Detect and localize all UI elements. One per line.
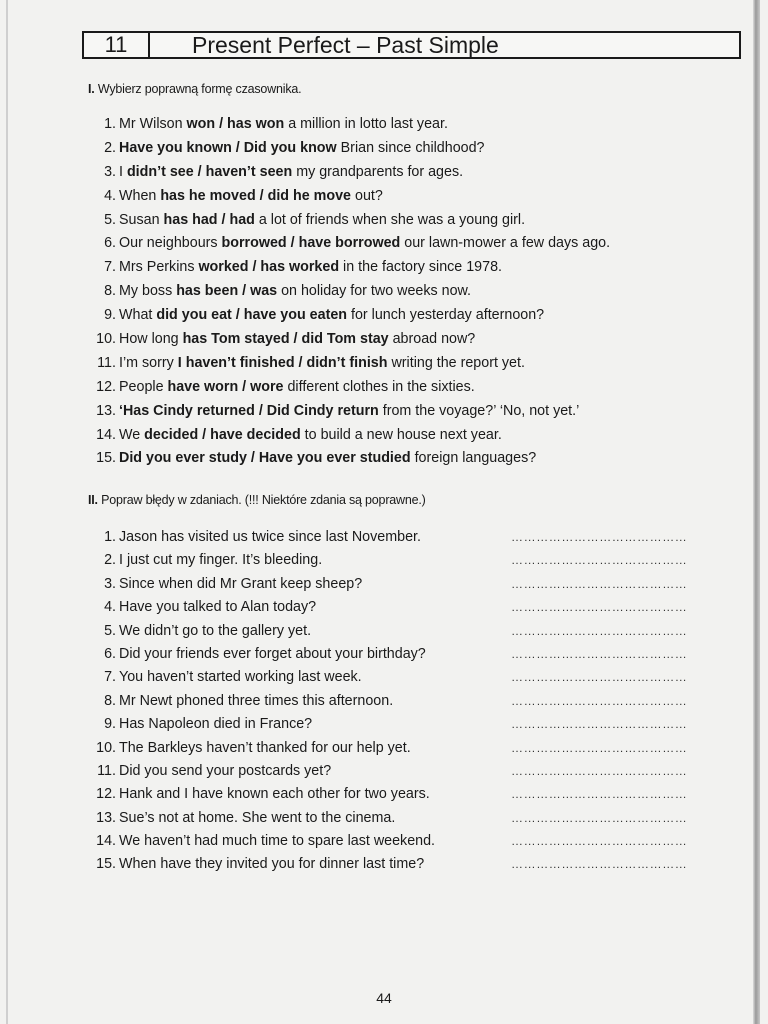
item-number: 13. xyxy=(96,402,116,419)
section-1-roman: I. xyxy=(88,82,95,96)
item-number: 15. xyxy=(96,856,116,873)
page-binding-edge xyxy=(753,0,760,1024)
item-number: 10. xyxy=(96,739,116,756)
item-text-after: our lawn-mower a few days ago. xyxy=(400,235,611,252)
item-number: 9. xyxy=(104,716,116,733)
verb-choice-options: I haven’t finished / didn’t finish xyxy=(177,354,388,371)
item-text-before: How long xyxy=(119,331,183,348)
verb-choice-options: has been / was xyxy=(176,283,278,300)
item-text-after: a million in lotto last year. xyxy=(284,116,448,132)
sentence-text: The Barkleys haven’t thanked for our help yet. xyxy=(119,739,411,756)
answer-line[interactable]: …………………………………… xyxy=(511,670,688,685)
sentence-text: Did your friends ever forget about your birthday? xyxy=(119,645,426,662)
answer-line[interactable]: …………………………………… xyxy=(511,693,688,708)
item-number: 8. xyxy=(104,283,116,300)
exercise-2-item xyxy=(88,783,688,806)
page-left-edge xyxy=(6,0,8,1024)
verb-choice-options: has had / had xyxy=(163,211,255,228)
item-text-after: abroad now? xyxy=(388,331,476,348)
exercise-1-item xyxy=(88,304,610,328)
section-2-instruction-text: Popraw błędy w zdaniach. (!!! Niektóre zdania są poprawne.) xyxy=(101,493,426,507)
exercise-2-item xyxy=(88,526,688,549)
exercise-1-item xyxy=(88,376,610,400)
sentence-text: Sue’s not at home. She went to the cinema. xyxy=(119,809,396,826)
exercise-2-item xyxy=(88,737,688,760)
exercise-2-item xyxy=(88,620,688,643)
sentence-text: When have they invited you for dinner last time? xyxy=(119,856,425,873)
item-text-after: out? xyxy=(351,187,383,204)
item-number: 11. xyxy=(97,354,116,371)
item-number: 10. xyxy=(96,331,116,348)
verb-choice-options: has he moved / did he move xyxy=(160,187,352,204)
exercise-2-item xyxy=(88,760,688,783)
item-number: 5. xyxy=(104,211,116,228)
item-text-after: my grandparents for ages. xyxy=(292,163,464,180)
answer-line[interactable]: …………………………………… xyxy=(511,740,688,755)
item-text-after: from the voyage?’ ‘No, not yet.’ xyxy=(378,402,580,419)
exercise-1-item xyxy=(88,137,610,161)
sentence-text: Have you talked to Alan today? xyxy=(119,599,317,616)
item-text-before: I’m sorry xyxy=(119,354,178,371)
exercise-2-item xyxy=(88,596,688,619)
item-text-after: writing the report yet. xyxy=(387,354,525,371)
section-1-instruction-text: Wybierz poprawną formę czasownika. xyxy=(97,82,302,96)
exercise-2-item xyxy=(88,830,688,853)
item-number: 12. xyxy=(96,786,116,803)
answer-line[interactable]: …………………………………… xyxy=(511,834,688,849)
item-number: 5. xyxy=(104,622,116,639)
answer-line[interactable]: …………………………………… xyxy=(511,530,688,544)
sentence-text: We didn’t go to the gallery yet. xyxy=(119,622,312,639)
exercise-2-item xyxy=(88,853,688,876)
exercise-1-item xyxy=(88,185,610,209)
answer-line[interactable]: …………………………………… xyxy=(511,763,688,778)
item-text-before: Susan xyxy=(119,211,164,228)
item-number: 14. xyxy=(96,833,116,850)
exercise-1-item xyxy=(88,400,610,424)
item-text-before: Mr Wilson xyxy=(119,116,187,132)
exercise-2-item xyxy=(88,666,688,689)
sentence-text: Hank and I have known each other for two years. xyxy=(119,786,430,803)
item-number: 13. xyxy=(96,809,116,826)
item-number: 3. xyxy=(104,163,116,180)
item-number: 14. xyxy=(96,426,116,443)
verb-choice-options: borrowed / have borrowed xyxy=(221,235,401,252)
answer-line[interactable]: …………………………………… xyxy=(511,553,688,568)
verb-choice-options: didn’t see / haven’t seen xyxy=(126,163,293,180)
answer-line[interactable]: …………………………………… xyxy=(511,600,688,615)
exercise-1-item xyxy=(88,328,610,352)
item-text-before: People xyxy=(119,378,168,395)
item-text-before: What xyxy=(119,307,157,324)
exercise-2-item xyxy=(88,549,688,572)
answer-line[interactable]: …………………………………… xyxy=(511,717,688,732)
item-number: 1. xyxy=(104,529,116,545)
page-number: 44 xyxy=(376,990,392,1006)
answer-line[interactable]: …………………………………… xyxy=(511,623,688,638)
verb-choice-options: have worn / wore xyxy=(167,378,284,395)
item-text-after: foreign languages? xyxy=(410,450,537,467)
sentence-text: Did you send your postcards yet? xyxy=(119,762,332,779)
item-number: 6. xyxy=(104,235,116,252)
sentence-text: I just cut my finger. It’s bleeding. xyxy=(119,552,323,569)
answer-line[interactable]: …………………………………… xyxy=(511,576,688,591)
verb-choice-options: decided / have decided xyxy=(144,426,301,443)
verb-choice-options: won / has won xyxy=(186,116,285,132)
unit-number: 11 xyxy=(84,33,150,57)
item-text-after: Brian since childhood? xyxy=(336,139,485,156)
exercise-1-item xyxy=(88,113,610,137)
exercise-2-item xyxy=(88,807,688,830)
item-number: 1. xyxy=(104,116,116,132)
item-number: 3. xyxy=(104,575,116,592)
item-text-before: Mrs Perkins xyxy=(119,259,199,276)
exercise-1-item xyxy=(88,352,610,376)
item-text-after: to build a new house next year. xyxy=(300,426,502,443)
item-number: 12. xyxy=(96,378,116,395)
exercise-1-item xyxy=(88,209,610,233)
verb-choice-options: worked / has worked xyxy=(198,259,340,276)
item-number: 15. xyxy=(96,450,116,467)
item-number: 4. xyxy=(104,187,116,204)
section-1-list xyxy=(88,113,610,471)
exercise-2-item xyxy=(88,713,688,736)
exercise-1-item xyxy=(88,232,610,256)
item-text-after: in the factory since 1978. xyxy=(339,259,502,276)
section-1-instruction xyxy=(88,82,301,96)
item-number: 7. xyxy=(104,259,116,276)
sentence-text: You haven’t started working last week. xyxy=(119,669,362,686)
sentence-text: We haven’t had much time to spare last weekend. xyxy=(119,833,436,850)
unit-header xyxy=(82,31,741,59)
sentence-text: Has Napoleon died in France? xyxy=(119,716,313,733)
item-text-before: We xyxy=(119,426,145,443)
item-text-after: on holiday for two weeks now. xyxy=(277,283,472,300)
verb-choice-options: did you eat / have you eaten xyxy=(156,307,348,324)
answer-line[interactable]: …………………………………… xyxy=(511,787,688,802)
exercise-1-item xyxy=(88,280,610,304)
verb-choice-options: has Tom stayed / did Tom stay xyxy=(182,331,389,348)
item-number: 7. xyxy=(104,669,116,686)
exercise-1-item xyxy=(88,447,610,471)
unit-title: Present Perfect – Past Simple xyxy=(192,31,499,58)
exercise-2-item xyxy=(88,573,688,596)
sentence-text: Jason has visited us twice since last November. xyxy=(119,529,421,545)
item-number: 9. xyxy=(104,307,116,324)
section-2-list xyxy=(88,526,688,877)
answer-line[interactable]: …………………………………… xyxy=(511,810,688,825)
item-text-before: I xyxy=(119,163,127,180)
item-text-after: a lot of friends when she was a young girl. xyxy=(254,211,526,228)
answer-line[interactable]: …………………………………… xyxy=(511,646,688,661)
answer-line[interactable]: …………………………………… xyxy=(511,857,688,872)
item-text-after: for lunch yesterday afternoon? xyxy=(347,307,545,324)
item-number: 11. xyxy=(97,762,116,779)
exercise-2-item xyxy=(88,643,688,666)
section-2-instruction xyxy=(88,493,426,507)
exercise-1-item xyxy=(88,256,610,280)
item-number: 6. xyxy=(104,645,116,662)
item-number: 4. xyxy=(104,599,116,616)
exercise-2-item xyxy=(88,690,688,713)
item-text-before: When xyxy=(119,187,161,204)
verb-choice-options: Did you ever study / Have you ever studied xyxy=(119,450,411,467)
item-text-after: different clothes in the sixties. xyxy=(283,378,475,395)
section-2-roman: II. xyxy=(88,493,98,507)
item-number: 8. xyxy=(104,692,116,709)
item-text-before: Our neighbours xyxy=(119,235,222,252)
sentence-text: Mr Newt phoned three times this afternoon. xyxy=(119,692,394,709)
verb-choice-options: Have you known / Did you know xyxy=(119,139,337,156)
item-number: 2. xyxy=(104,552,116,569)
item-number: 2. xyxy=(104,139,116,156)
exercise-1-item xyxy=(88,161,610,185)
item-text-before: My boss xyxy=(119,283,177,300)
exercise-1-item xyxy=(88,424,610,448)
sentence-text: Since when did Mr Grant keep sheep? xyxy=(119,575,363,592)
verb-choice-options: ‘Has Cindy returned / Did Cindy return xyxy=(119,402,379,419)
